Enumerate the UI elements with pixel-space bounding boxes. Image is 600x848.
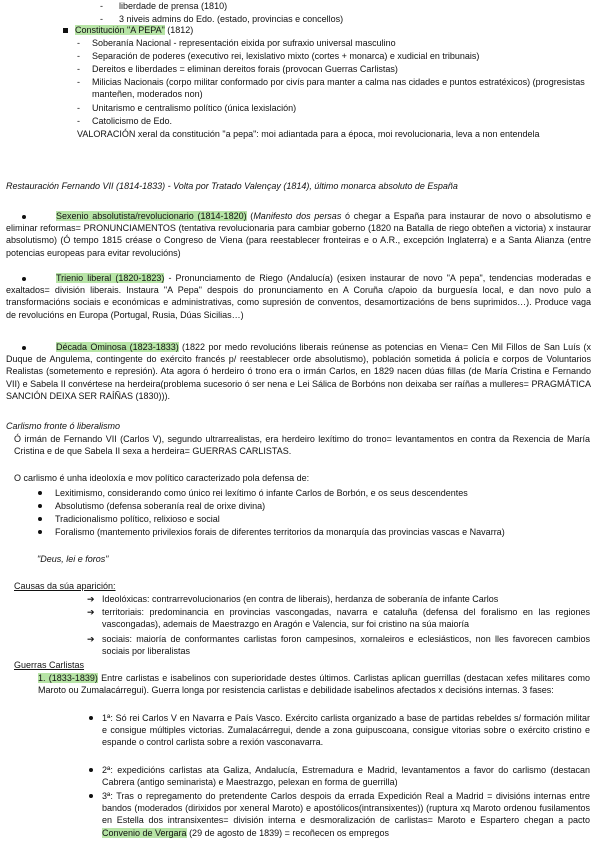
list-item: Soberanía Nacional - representación eixida por sufraxio universal masculino (92, 38, 396, 48)
trienio-text: - Pronunciamento de Riego (Andalucía) (esixen instaurar de novo "A pepa", tendencias moderadas e exaltados= división liberais. Instaura "A Pepa" despois do pronunciamento en A Coruña c/apoio da burguesía local, e dan novo pulo a transformacións sociais e económicas e administrativas, como supresión de conventos, desamortizacións de bens suprimidos…). Produce vaga de revolucións en Europa (Portugal, Rusia, Dúas Sicilias…) (6, 273, 591, 320)
carlismo-motto: "Deus, lei e foros" (37, 554, 109, 564)
phase-item (102, 790, 590, 839)
decada-label: Década Ominosa (1823-1833) (56, 342, 179, 352)
decada-paragraph (6, 341, 591, 402)
square-bullet-icon (63, 28, 68, 33)
constitucion-label: Constitución "A PEPA" (75, 25, 165, 35)
sexenio-paragraph: Sexenio absolutista/revolucionario (1814-1820) (Manifesto dos persas ó chegar a España para instaurar de novo o absolutismo e eliminar reformas= PRONUNCIAMENTOS (tentativa revolucionaria para cambiar goberno (1820 na Batalla de riego obteñen a victoria) x instaurar absolutismo) (Ó tempo 1815 créase o Congreso de Viena (para reestablecer fronteiras e o A.R., excepción Inglaterra) e a Santa Alianza (entre potencias europeas para evitar revolucións) (6, 211, 592, 258)
bullet-icon (89, 768, 93, 772)
convenio-label: Convenio de Vergara (102, 827, 187, 838)
list-item: Ideolóxicas: contrarrevolucionarios (en contra de liberais), herdanza de soberanía de infante Carlos (102, 594, 499, 604)
arrow-right-icon: ➔ (87, 634, 95, 644)
list-item: Milicias Nacionais (corpo militar conformado por civís para manter a calma nas cidades e puntos estratéxicos) (progresistas manteñen, moderados non) (92, 77, 585, 100)
manifesto-text: Manifesto dos persas (253, 211, 342, 221)
decada-text: (1822 por medo revolucións liberais reúnense as potencias en Viena= Cen Mil Fillos de San Luís (x Duque de Angulema, contingente do exército francés p/ reestablecer orde absolutismo), población sometida á policía e corpos de Voluntarios Realistas (sometemento e represión). Ata agora ó herdeiro ó trono era o irmán Carlos, en 1829 nacen dúas fillas (de María Cristina e Fernando VII) e Sabela II convértese na herdeira(problema sucesorio ó ser nena e Lei Sálica de Borbóns non deixaba ser raíñas a mulleres= PRAGMÁTICA SANCIÓN DEIXA SER RAÍÑAS (1830))). (6, 342, 591, 401)
phase3-text: 3ª: Tras o repregamento do pretendente Carlos despois da errada Expedición Real a Madrid = divisións internas entre bandos (moderados (dirixidos por xeneral Maroto) e apostólicos(intransixentes)) (ruptura xq Maroto ordenou fusilamentos en Estella dos intransixentes= división interna e desmoralización de carlistas= Maroto e Espartero chegan a pacto (102, 791, 590, 826)
list-item: Foralismo (mantemento privilexios forais de diferentes territorios da monarquía das provincias vascas e Navarra) (55, 527, 505, 537)
dash-marker: - (77, 64, 80, 74)
dash-marker: - (100, 14, 103, 24)
list-item: Tradicionalismo político, relixioso e social (55, 514, 220, 524)
carlismo-intro: Ó irmán de Fernando VII (Carlos V), segundo ultrarrealistas, era herdeiro lexítimo do trono= levantamentos en contra da Rexencia de María Cristina e de que Sabela II sexa a herdeira= GUERRAS CARLISTAS. (14, 434, 590, 457)
carlismo-definition: O carlismo é unha ideoloxía e mov político caracterizado pola defensa de: (14, 473, 310, 483)
dash-marker: - (77, 77, 80, 87)
list-item: liberdade de prensa (1810) (119, 1, 228, 11)
guerras-first-label: 1. (1833-1839) (38, 673, 98, 683)
trienio-paragraph (6, 272, 591, 321)
phase-item: 1ª: Só rei Carlos V en Navarra e País Vasco. Exército carlista organizado a base de partidas rebeldes s/ formación militar e consigue múltiples victorias. Zumalacárregui, dende a zona guipuscoana, consigue vitorias sobre o exército cristino e espande o control carlista sobre a rexión vasconavarra. (102, 713, 590, 748)
constitucion-heading (75, 24, 575, 36)
dash-marker: - (100, 1, 103, 11)
sexenio-label: Sexenio absolutista/revolucionario (1814-1820) (56, 211, 247, 221)
bullet-icon (89, 716, 93, 720)
list-item: Dereitos e liberdades = eliminan dereitos forais (provocan Guerras Carlistas) (92, 64, 398, 74)
list-item: Unitarismo e centralismo político (única lexislación) (92, 103, 297, 113)
causas-heading: Causas da súa aparición: (14, 581, 116, 591)
bullet-icon (38, 530, 42, 534)
dash-marker: - (77, 51, 80, 61)
bullet-icon (38, 517, 42, 521)
bullet-icon (38, 491, 42, 495)
dash-marker: - (77, 116, 80, 126)
valoracion-text: VALORACIÓN xeral da constitución "a pepa": moi adiantada para a época, moi revolucionaria, leva a non entendela (77, 129, 540, 139)
list-item: Separación de poderes (executivo rei, lexislativo mixto (cortes + monarca) e xudicial en tribunais) (92, 51, 480, 61)
dash-marker: - (77, 103, 80, 113)
trienio-label: Trienio liberal (1820-1823) (56, 273, 165, 283)
arrow-right-icon: ➔ (87, 607, 95, 617)
phase-item: 2ª: expedicións carlistas ata Galiza, Andalucía, Estremadura e Madrid, levantamentos a favor do carlismo (destacan Cabrera (antigo seminarista) e Maestrazgo, pelexan en forma de guerrilla) (102, 765, 590, 788)
guerras-first-paragraph (38, 672, 590, 696)
list-item: Lexitimismo, considerando como único rei lexítimo ó infante Carlos de Borbón, e os seus descendentes (55, 488, 468, 498)
guerras-heading: Guerras Carlistas (14, 660, 85, 670)
dash-marker: - (77, 38, 80, 48)
list-item: Absolutismo (defensa soberanía real de orixe divina) (55, 501, 266, 511)
guerras-first-text: Entre carlistas e isabelinos con superioridade destes últimos. Carlistas aplican guerrillas (destacan xefes militares como Maroto ou Zumalacárregui). Guerra longa por resistencia carlistas e debilidade isabelinos afectados x decisións internas. 3 fases: (38, 673, 590, 696)
list-item: 3 niveis admins do Edo. (estado, provincias e concellos) (119, 14, 344, 24)
section-heading: Restauración Fernando VII (1814-1833) - Volta por Tratado Valençay (1814), último monarca absoluto de España (6, 181, 458, 191)
phase3-after: (29 de agosto de 1839) = recoñecen os empregos (186, 827, 389, 838)
list-item: Catolicismo de Edo. (92, 116, 173, 126)
sexenio-text: ó chegar a España para instaurar de novo o absolutismo e eliminar reformas= PRONUNCIAMENTOS (tentativa revolucionaria para cambiar goberno (1820 na Batalla de riego obteñen a victoria) x instaurar absolutismo) (Ó tempo 1815 créase o Congreso de Viena (para reestablecer fronteiras e o A.R., excepción Inglaterra) e a Santa Alianza (entre potencias europeas para evitar revolucións) (6, 211, 592, 258)
list-item: territoriais: predominancia en provincias vascongadas, navarra e cataluña (defensa del foralismo en las regiones vascongadas), ademais de Maestrazgo en Aragón e Valencia, sur foi cristino na súa maioría (102, 607, 590, 630)
arrow-right-icon: ➔ (87, 594, 95, 604)
bullet-icon (89, 794, 93, 798)
bullet-icon (38, 504, 42, 508)
carlismo-heading: Carlismo fronte ó liberalismo (6, 421, 121, 431)
constitucion-year: (1812) (164, 25, 194, 35)
list-item: sociais: maioría de conformantes carlistas foron campesinos, xornaleiros e eclesiásticos, non lles favorecen cambios sociais por liberalistas (102, 634, 590, 657)
